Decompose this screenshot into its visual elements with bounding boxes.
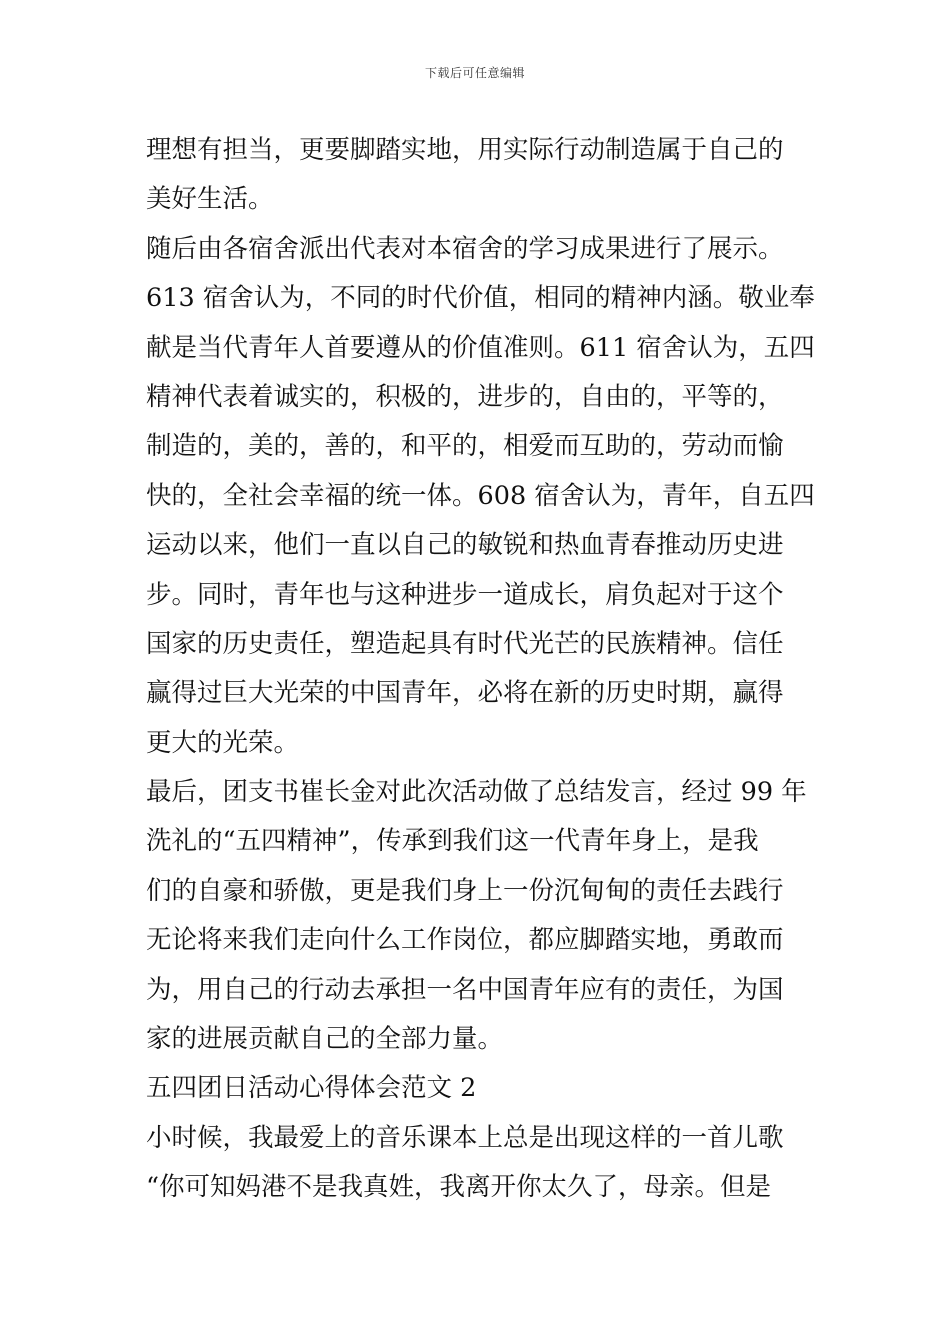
text-line: 为，用自己的行动去承担一名中国青年应有的责任，为国 — [146, 974, 784, 1005]
text-line: “你可知妈港不是我真姓，我离开你太久了，母亲。但是 — [146, 1172, 772, 1203]
text-line: 613 宿舍认为，不同的时代价值，相同的精神内涵。敬业奉 — [146, 283, 815, 314]
text-line: 献是当代青年人首要遵从的价值准则。611 宿舍认为，五四 — [146, 332, 815, 363]
text-line: 理想有担当，更要脚踏实地，用实际行动制造属于自己的 — [146, 135, 784, 165]
text-line: 家的进展贡献自己的全部力量。 — [146, 1024, 504, 1055]
section-heading: 五四团日活动心得体会范文 2 — [146, 1073, 477, 1104]
text-line: 制造的，美的，善的，和平的，相爱而互助的，劳动而愉 — [146, 431, 784, 462]
text-line: 步。同时，青年也与这种进步一道成长，肩负起对于这个 — [146, 579, 784, 610]
text-line: 无论将来我们走向什么工作岗位，都应脚踏实地，勇敢而 — [146, 925, 784, 956]
text-line: 随后由各宿舍派出代表对本宿舍的学习成果进行了展示。 — [146, 233, 784, 264]
text-line: 运动以来，他们一直以自己的敏锐和热血青春推动历史进 — [146, 530, 784, 561]
text-line: 赢得过巨大光荣的中国青年，必将在新的历史时期，赢得 — [146, 678, 784, 709]
text-line: 小时候，我最爱上的音乐课本上总是出现这样的一首儿歌 — [146, 1122, 784, 1153]
text-line: 快的，全社会幸福的统一体。608 宿舍认为，青年，自五四 — [146, 480, 815, 511]
text-line: 国家的历史责任，塑造起具有时代光芒的民族精神。信任 — [146, 628, 784, 659]
text-line: 更大的光荣。 — [146, 727, 300, 758]
text-line: 美好生活。 — [146, 184, 274, 215]
document-body — [146, 128, 822, 1215]
text-line: 最后，团支书崔长金对此次活动做了总结发言，经过 99 年 — [146, 777, 807, 808]
text-line: 洗礼的“五四精神”，传承到我们这一代青年身上，是我 — [146, 826, 759, 857]
page-header: 下载后可任意编辑 — [424, 66, 525, 80]
text-line: 精神代表着诚实的，积极的，进步的，自由的，平等的， — [146, 381, 784, 412]
text-line: 们的自豪和骄傲，更是我们身上一份沉甸甸的责任去践行 — [146, 875, 784, 906]
